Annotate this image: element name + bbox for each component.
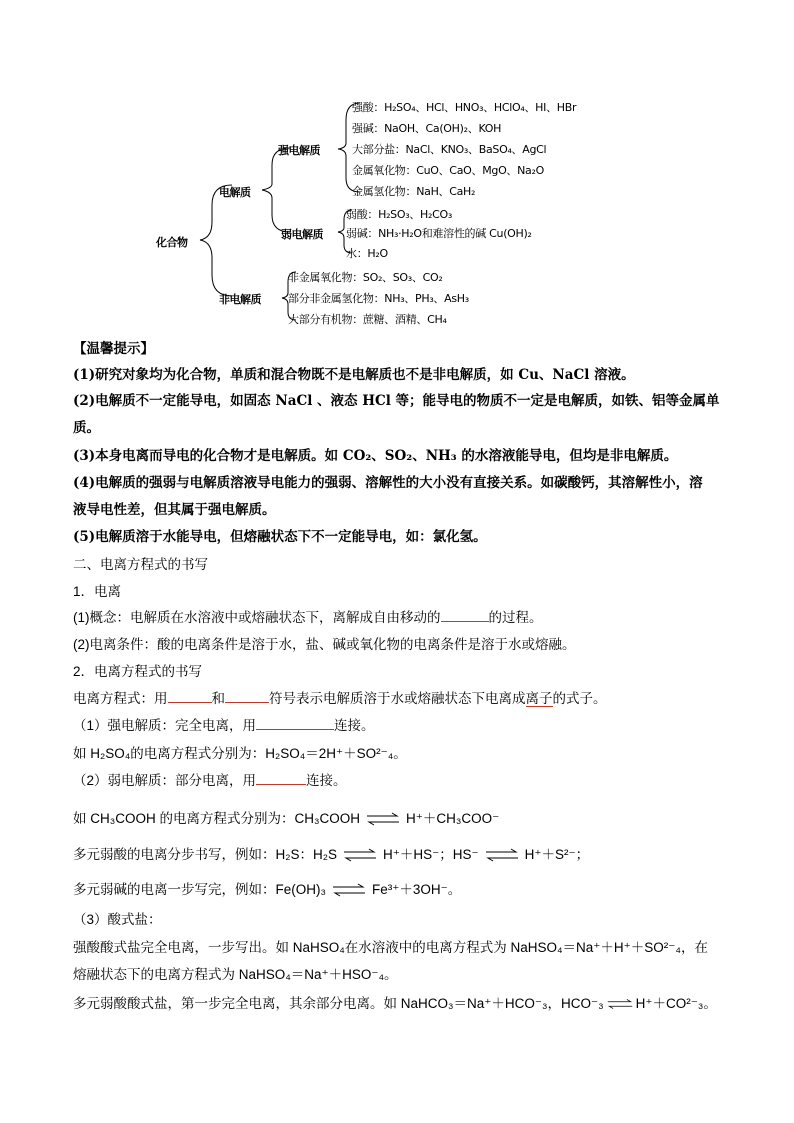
tree-electrolyte: 电解质 — [219, 186, 251, 199]
concept-line — [73, 609, 543, 627]
tip-2-line1: (2)电解质不一定能导电，如固态 NaCl 、液态 HCl 等；能导电的物质不一定是电解质，如铁、铝等金属单 — [73, 393, 720, 409]
equation-right: Fe³⁺＋3OH⁻。 — [372, 882, 462, 897]
tree-root: 化合物 — [156, 236, 188, 249]
equation-left: 多元弱酸的电离分步书写，例如：H₂S：H₂S — [73, 847, 337, 862]
tree-leaf: 强碱：NaOH、Ca(OH)₂、KOH — [352, 122, 502, 135]
tree-leaf: 大部分有机物：蔗糖、酒精、CH₄ — [288, 313, 447, 326]
underlined-ion: 离子 — [525, 691, 553, 706]
example-acetic-acid — [73, 810, 499, 828]
definition-text: 符号表示电解质溶于水或熔融状态下电离成 — [269, 691, 526, 706]
example-h2s — [73, 846, 589, 864]
tip-3: (3)本身电离而导电的化合物才是电解质。如 CO₂、SO₂、NH₃ 的水溶液能导电，但均是非电解质。 — [73, 448, 678, 464]
definition-text: 和 — [211, 691, 225, 706]
tree-leaf: 弱酸：H₂SO₃、H₂CO₃ — [346, 208, 452, 221]
subsection-equation: 2．电离方程式的书写 — [73, 664, 203, 679]
fill-blank[interactable] — [256, 717, 334, 730]
tree-weak-electrolyte: 弱电解质 — [281, 228, 323, 241]
tree-leaf: 水：H₂O — [346, 247, 388, 260]
fill-blank[interactable] — [441, 609, 489, 622]
definition-text: 的式子。 — [552, 691, 607, 706]
section-heading: 二、电离方程式的书写 — [73, 557, 208, 572]
equation-middle: H⁺＋HS⁻；HS⁻ — [383, 847, 479, 862]
tip-5: (5)电解质溶于水能导电，但熔融状态下不一定能导电，如：氯化氢。 — [73, 529, 487, 545]
fill-blank[interactable] — [256, 772, 306, 785]
equation-left: 如 CH₃COOH 的电离方程式分别为：CH₃COOH — [73, 811, 360, 826]
tree-leaf: 弱碱：NH₃·H₂O和难溶性的碱 Cu(OH)₂ — [346, 227, 532, 240]
compound-classification-diagram — [0, 0, 794, 340]
tree-non-electrolyte: 非电解质 — [219, 293, 261, 306]
concept-text-end: 的过程。 — [488, 610, 543, 625]
tree-strong-electrolyte: 强电解质 — [278, 144, 320, 157]
tip-1: (1)研究对象均为化合物，单质和混合物既不是电解质也不是非电解质，如 Cu、NaCl 溶液。 — [73, 367, 635, 383]
example-h2so4: 如 H₂SO₄的电离方程式分别为：H₂SO₄＝2H⁺＋SO²⁻₄。 — [73, 746, 407, 761]
example-feoh3 — [73, 881, 461, 899]
concept-text: (1)概念：电解质在水溶液中或熔融状态下，离解成自由移动的 — [73, 610, 441, 625]
equation-left: 多元弱酸酸式盐，第一步完全电离，其余部分电离。如 NaHCO₃＝Na⁺＋HCO⁻₃，HCO⁻₃ — [73, 996, 604, 1011]
weak-text: （2）弱电解质：部分电离，用 — [73, 773, 257, 788]
equilibrium-arrow-icon — [485, 848, 519, 862]
definition-line — [73, 690, 607, 708]
strong-text-end: 连接。 — [334, 718, 375, 733]
acid-salt-line1: 强酸酸式盐完全电离，一步写出。如 NaHSO₄在水溶液中的电离方程式为 NaHSO₄＝Na⁺＋H⁺＋SO²⁻₄，在 — [73, 940, 708, 955]
tip-4-line2: 液导电性差，但其属于强电解质。 — [73, 502, 276, 518]
tip-4-line1: (4)电解质的强弱与电解质溶液导电能力的强弱、溶解性的大小没有直接关系。如碳酸钙，其溶解性小，溶 — [73, 475, 703, 491]
tree-leaf: 大部分盐：NaCl、KNO₃、BaSO₄、AgCl — [352, 143, 547, 156]
equation-right: H⁺＋CH₃COO⁻ — [406, 811, 500, 826]
tree-leaf: 非金属氧化物：SO₂、SO₃、CO₂ — [288, 271, 443, 284]
definition-text: 电离方程式：用 — [73, 691, 168, 706]
fill-blank[interactable] — [168, 690, 212, 703]
subsection-ionization: 1．电离 — [73, 584, 122, 599]
tree-leaf: 金属氢化物：NaH、CaH₂ — [352, 185, 476, 198]
tree-leaf: 强酸：H₂SO₄、HCl、HNO₃、HClO₄、HI、HBr — [352, 101, 577, 114]
strong-text: （1）强电解质：完全电离，用 — [73, 718, 257, 733]
condition-line: (2)电离条件：酸的电离条件是溶于水，盐、碱或氧化物的电离条件是溶于水或熔融。 — [73, 637, 576, 652]
fill-blank[interactable] — [225, 690, 269, 703]
weak-text-end: 连接。 — [306, 773, 347, 788]
equilibrium-arrow-icon — [332, 883, 366, 897]
equation-right: H⁺＋CO²⁻₃。 — [635, 996, 717, 1011]
acid-salt-line2: 熔融状态下的电离方程式为 NaHSO₄＝Na⁺＋HSO⁻₄。 — [73, 967, 398, 982]
equilibrium-arrow-icon — [607, 997, 633, 1011]
tip-2-line2: 质。 — [73, 420, 100, 436]
tree-leaf: 部分非金属氢化物：NH₃、PH₃、AsH₃ — [288, 292, 469, 305]
strong-electrolyte-line — [73, 717, 375, 735]
acid-salt-heading: （3）酸式盐： — [73, 912, 162, 927]
equilibrium-arrow-icon — [343, 848, 377, 862]
equation-right: H⁺＋S²⁻； — [524, 847, 590, 862]
tree-leaf: 金属氧化物：CuO、CaO、MgO、Na₂O — [352, 164, 544, 177]
weak-electrolyte-line — [73, 772, 347, 790]
equation-left: 多元弱碱的电离一步写完，例如：Fe(OH)₃ — [73, 882, 326, 897]
acid-salt-line3 — [73, 995, 717, 1013]
equilibrium-arrow-icon — [366, 812, 400, 826]
tips-heading: 【温馨提示】 — [73, 341, 154, 357]
